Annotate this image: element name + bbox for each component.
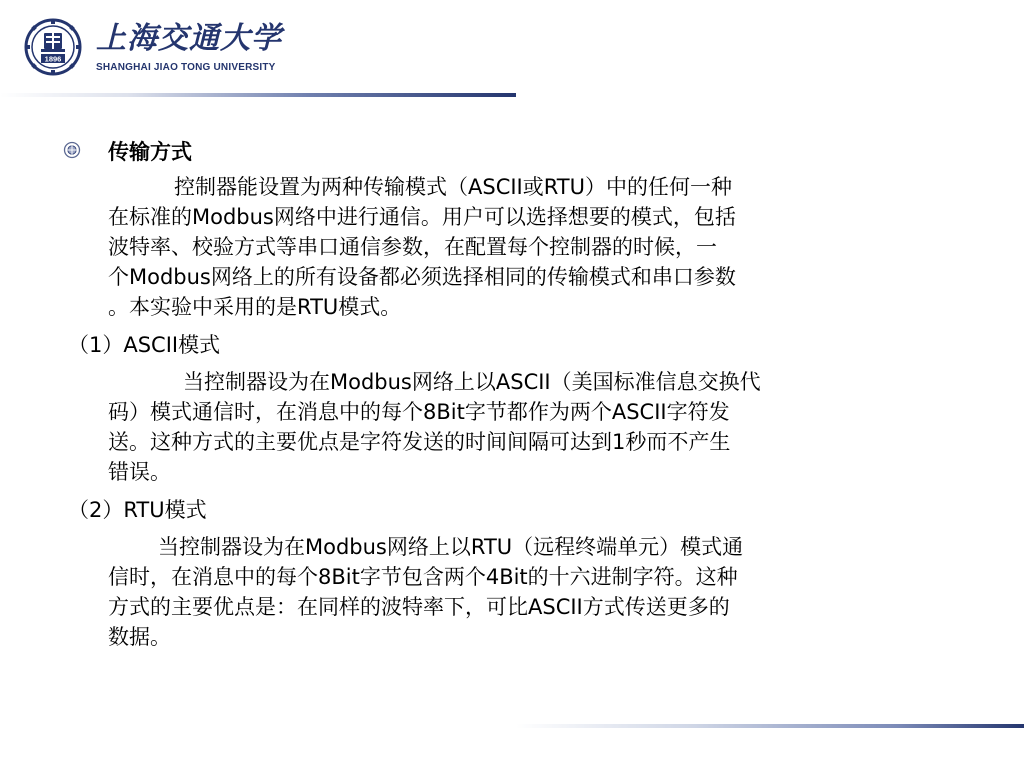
slide-header (0, 0, 1024, 98)
section-title: 传输方式 (108, 140, 192, 164)
section-heading-row (60, 136, 960, 170)
rtu-line: 当控制器设为在Modbus网络上以RTU（远程终端单元）模式通 (158, 535, 744, 559)
footer-divider (516, 724, 1024, 728)
university-name-en: SHANGHAI JIAO TONG UNIVERSITY (96, 62, 276, 73)
ascii-line: 当控制器设为在Modbus网络上以ASCII（美国标准信息交换代 (183, 370, 761, 394)
ascii-line: 错误。 (108, 460, 171, 484)
rtu-line: 数据。 (108, 625, 171, 649)
intro-paragraph (108, 172, 956, 322)
header-divider (0, 93, 516, 97)
intro-line: 。本实验中采用的是RTU模式。 (108, 295, 402, 319)
ascii-line: 码）模式通信时，在消息中的每个8Bit字节都作为两个ASCII字符发 (108, 400, 730, 424)
emblem-year: 1896 (44, 54, 62, 64)
intro-line: 控制器能设置为两种传输模式（ASCII或RTU）中的任何一种 (174, 175, 733, 199)
rtu-mode-heading: （2）RTU模式 (68, 498, 207, 522)
circle-bullet-icon (63, 141, 81, 159)
ascii-mode-heading: （1）ASCII模式 (68, 333, 221, 357)
ascii-line: 送。这种方式的主要优点是字符发送的时间间隔可达到1秒而不产生 (108, 430, 731, 454)
intro-line: 在标准的Modbus网络中进行通信。用户可以选择想要的模式，包括 (108, 205, 736, 229)
intro-line: 个Modbus网络上的所有设备都必须选择相同的传输模式和串口参数 (108, 265, 736, 289)
slide-body (60, 136, 960, 652)
university-name-cn: 上海交通大学 (96, 21, 282, 56)
university-seal-icon (24, 18, 82, 76)
rtu-paragraph (108, 532, 956, 652)
rtu-line: 方式的主要优点是：在同样的波特率下，可比ASCII方式传送更多的 (108, 595, 730, 619)
ascii-paragraph (108, 367, 956, 487)
rtu-line: 信时，在消息中的每个8Bit字节包含两个4Bit的十六进制字符。这种 (108, 565, 738, 589)
intro-line: 波特率、校验方式等串口通信参数，在配置每个控制器的时候，一 (108, 235, 717, 259)
